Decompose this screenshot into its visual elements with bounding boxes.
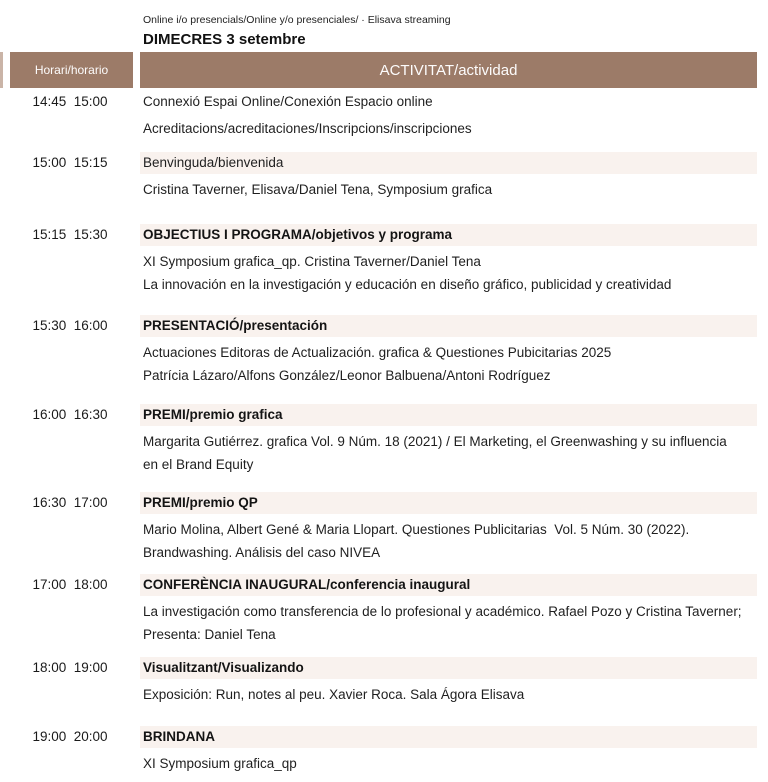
streaming-note: Online i/o presencials/Online y/o presenciales/ · Elisava streaming [143, 14, 451, 26]
activity-cell [140, 492, 757, 564]
schedule-row-presentacio [0, 315, 757, 387]
activity-detail: Acreditacions/acreditaciones/Inscripcions/inscripciones [143, 121, 472, 136]
time-cell: 16:30 17:00 [32, 495, 108, 510]
activity-detail: XI Symposium grafica_qp [143, 756, 297, 771]
activity-detail: Exposición: Run, notes al peu. Xavier Roca. Sala Ágora Elisava [143, 687, 525, 702]
activity-title: CONFERÈNCIA INAUGURAL/conferencia inaugural [140, 574, 757, 596]
schedule-row-connexio [0, 91, 757, 140]
activity-title: Benvinguda/bienvenida [140, 152, 757, 174]
activity-cell [140, 91, 757, 140]
activity-details [140, 117, 757, 140]
schedule-row-brindana [0, 726, 757, 775]
activity-title: PREMI/premio QP [140, 492, 757, 514]
activity-detail: Margarita Gutiérrez. grafica Vol. 9 Núm. 18 (2021) / El Marketing, el Greenwashing y su influencia [143, 434, 727, 449]
activity-detail: La investigación como transferencia de lo profesional y académico. Rafael Pozo y Cristina Taverner; [143, 604, 742, 619]
time-cell: 14:45 15:00 [32, 94, 108, 109]
activity-details [140, 752, 757, 775]
schedule-row-objectius [0, 224, 757, 296]
table-header-row [0, 52, 768, 88]
activity-detail: XI Symposium grafica_qp. Cristina Taverner/Daniel Tena [143, 254, 481, 269]
schedule-row-premi-qp [0, 492, 757, 564]
schedule-row-conferencia [0, 574, 757, 646]
time-cell: 16:00 16:30 [32, 407, 108, 422]
activity-title: PRESENTACIÓ/presentación [140, 315, 757, 337]
activity-cell [140, 152, 757, 201]
activity-cell [140, 657, 757, 706]
activity-detail: Brandwashing. Análisis del caso NIVEA [143, 545, 381, 560]
time-column-header: Horari/horario [10, 52, 133, 88]
activity-detail: Actuaciones Editoras de Actualización. grafica & Questiones Pubicitarias 2025 [143, 345, 612, 360]
activity-detail: Presenta: Daniel Tena [143, 627, 276, 642]
activity-detail: La innovación en la investigación y educación en diseño gráfico, publicidad y creatividad [143, 277, 672, 292]
schedule-row-premi-grafica [0, 404, 757, 476]
time-cell: 17:00 18:00 [32, 577, 108, 592]
activity-cell [140, 574, 757, 646]
activity-cell [140, 726, 757, 775]
activity-detail: Patrícia Lázaro/Alfons González/Leonor Balbuena/Antoni Rodríguez [143, 368, 551, 383]
activity-details [140, 250, 757, 296]
schedule-rows [0, 88, 757, 775]
activity-cell [140, 315, 757, 387]
activity-cell [140, 224, 757, 296]
activity-title: PREMI/premio grafica [140, 404, 757, 426]
activity-title: Connexió Espai Online/Conexión Espacio online [143, 94, 433, 109]
day-title: DIMECRES 3 setembre [143, 31, 306, 48]
activity-details [140, 430, 757, 476]
activity-detail: Mario Molina, Albert Gené & Maria Llopart. Questiones Publicitarias Vol. 5 Núm. 30 (2022). [143, 522, 690, 537]
activity-detail: Cristina Taverner, Elisava/Daniel Tena, Symposium grafica [143, 182, 493, 197]
activity-details [140, 683, 757, 706]
schedule-row-visualitzant [0, 657, 757, 706]
activity-details [140, 600, 757, 646]
time-cell: 19:00 20:00 [32, 729, 108, 744]
activity-detail: en el Brand Equity [143, 457, 254, 472]
time-cell: 18:00 19:00 [32, 660, 108, 675]
activity-details [140, 518, 757, 564]
activity-details [140, 341, 757, 387]
time-cell: 15:30 16:00 [32, 318, 108, 333]
table-edge-fragment [0, 52, 3, 88]
schedule-row-benvinguda [0, 152, 757, 201]
time-cell: 15:15 15:30 [32, 227, 108, 242]
activity-cell [140, 404, 757, 476]
activity-details [140, 178, 757, 201]
activity-title: OBJECTIUS I PROGRAMA/objetivos y programa [140, 224, 757, 246]
activity-title: BRINDANA [140, 726, 757, 748]
time-cell: 15:00 15:15 [32, 155, 108, 170]
activity-title: Visualitzant/Visualizando [140, 657, 757, 679]
activity-column-header: ACTIVITAT/actividad [140, 52, 757, 88]
